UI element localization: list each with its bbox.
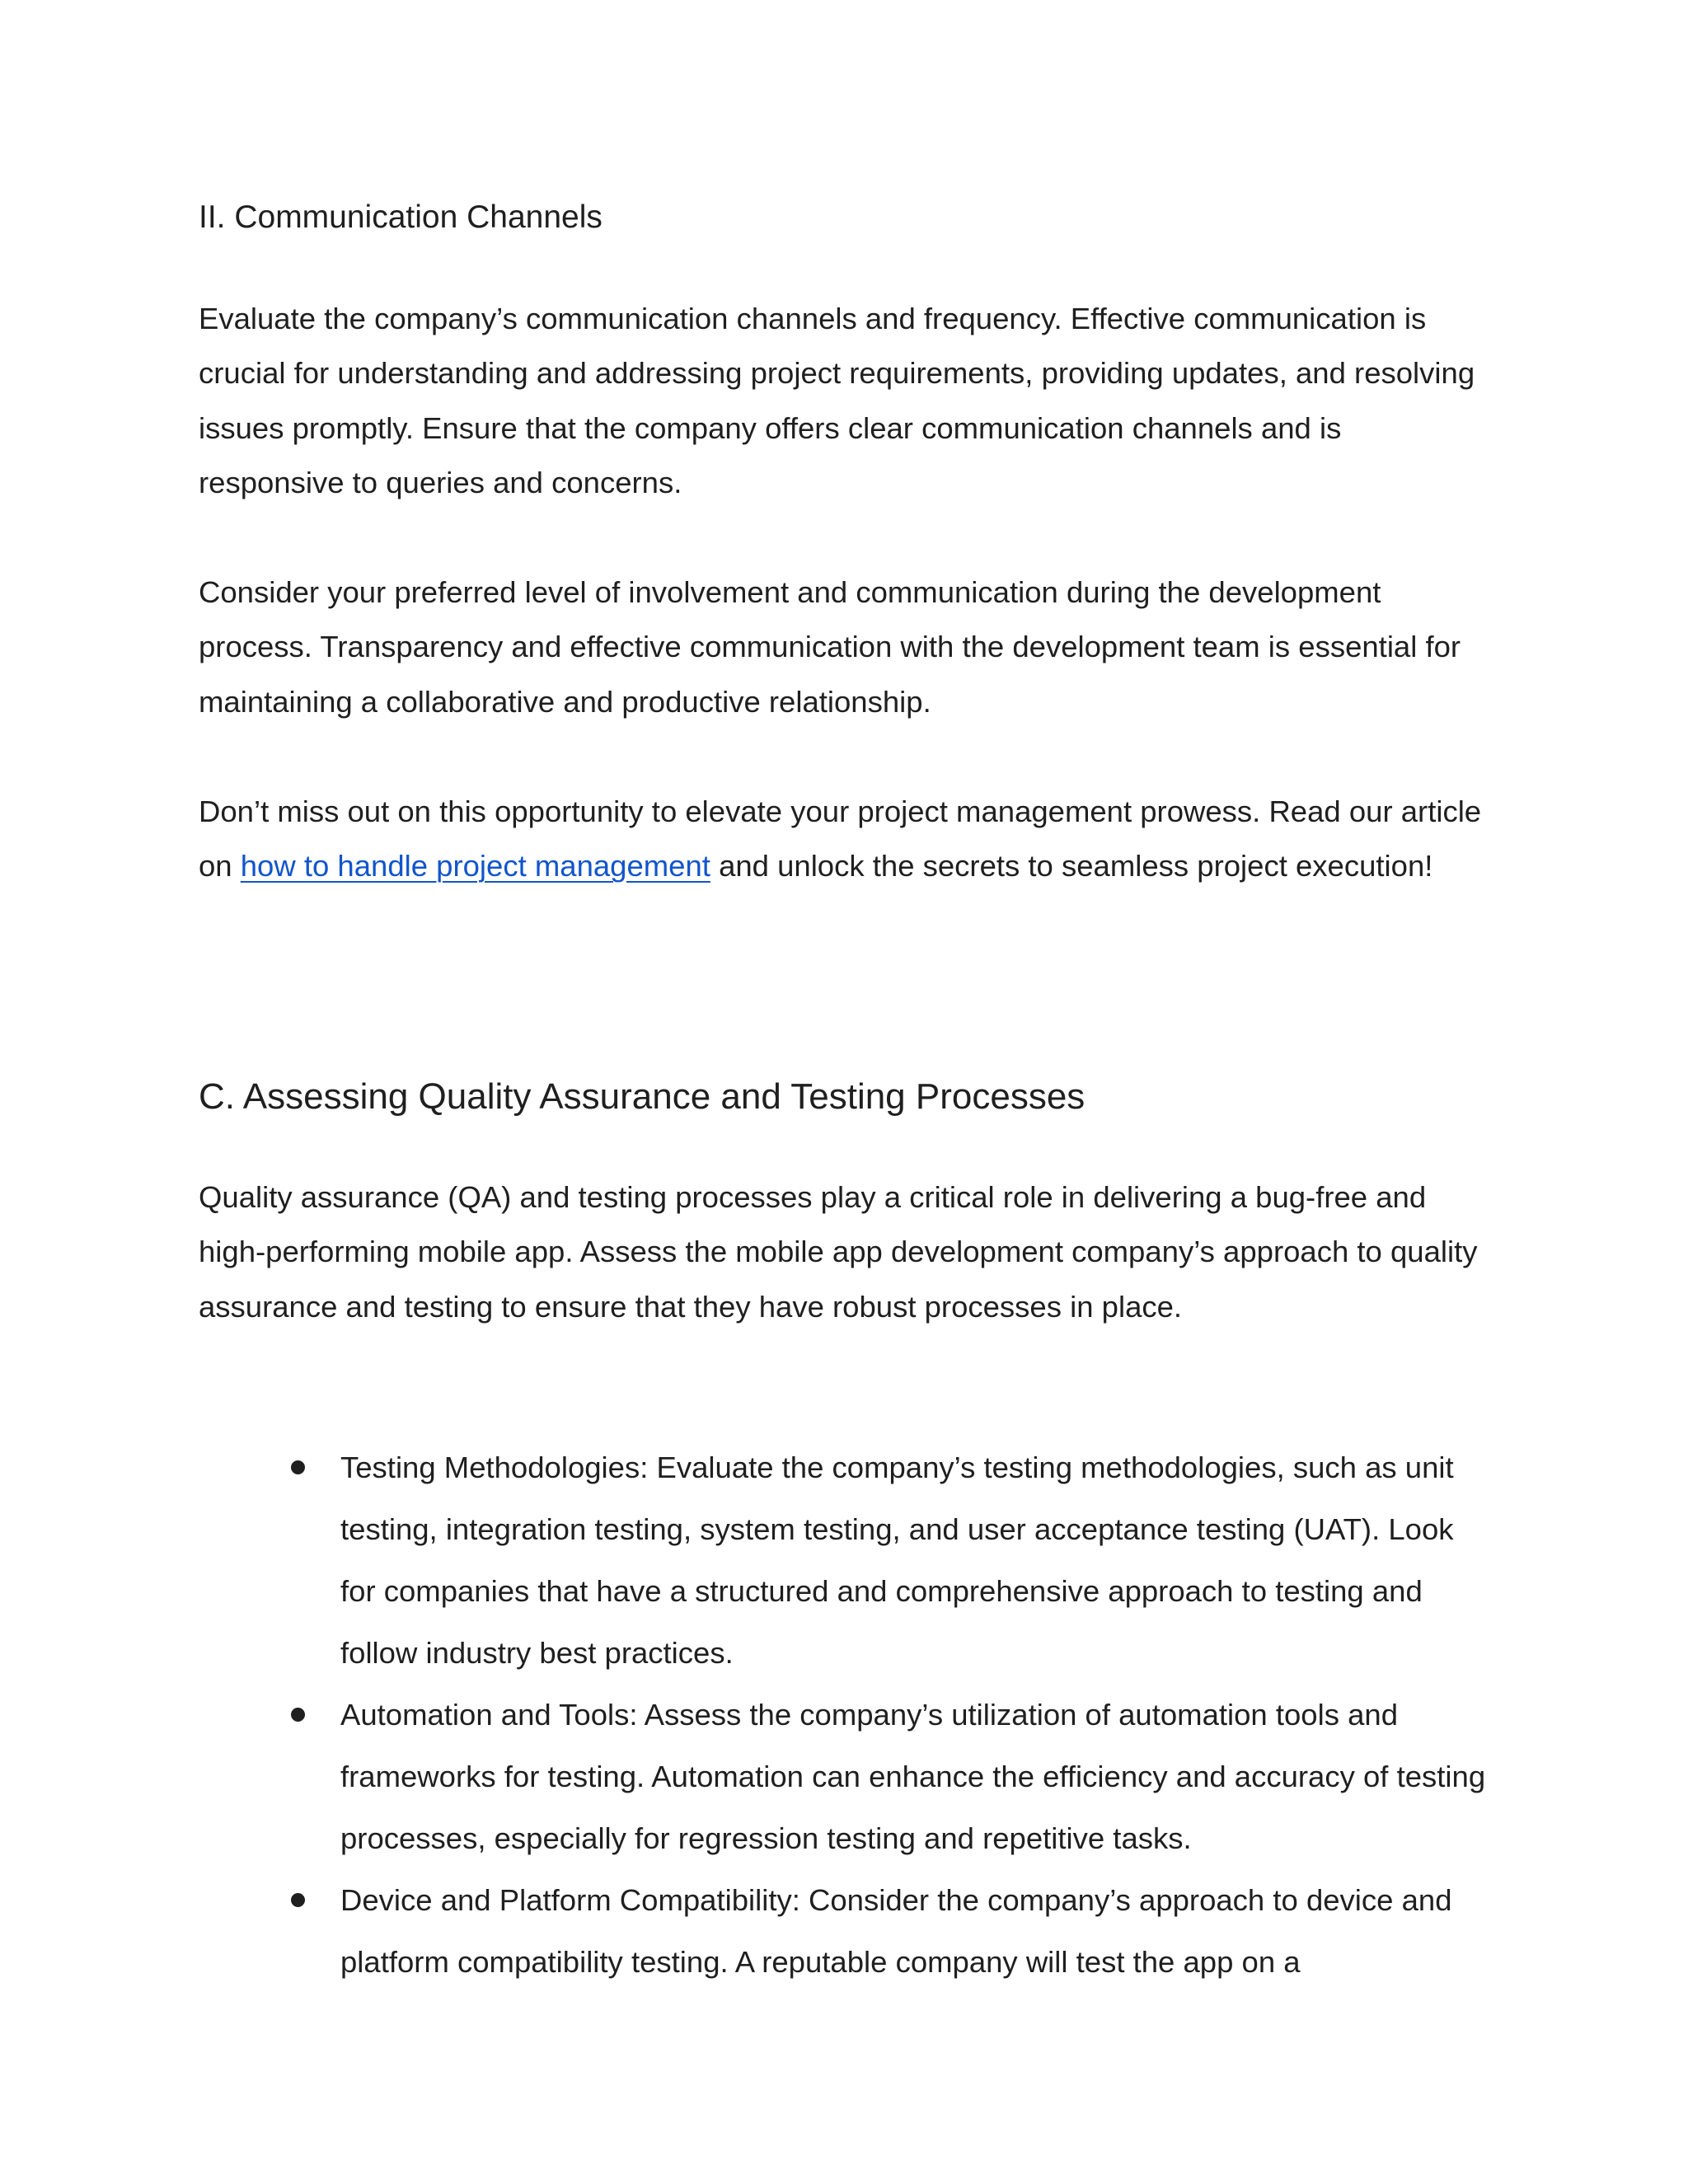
cta-text-after: and unlock the secrets to seamless project execution! [710,849,1433,883]
testing-criteria-list [199,1436,1493,1993]
list-item-text: Device and Platform Compatibility: Consider the company’s approach to device and platform compatibility testing. A reputable company will test the app on a [340,1883,1452,1979]
communication-channels-heading: II. Communication Channels [199,199,603,235]
list-item-automation-and-tools [199,1684,1493,1869]
communication-paragraph: Evaluate the company’s communication channels and frequency. Effective communication is crucial for understanding and addressing project requirements, providing updates, and resolving issues promptly. Ensure that the company offers clear communication channels and is responsive to queries and concerns. [199,302,1475,500]
list-item-text: Testing Methodologies: Evaluate the company’s testing methodologies, such as unit testing, integration testing, system testing, and user acceptance testing (UAT). Look for companies that have a structured and comprehensive approach to testing and follow industry best practices. [340,1451,1454,1670]
quality-assurance-intro-paragraph: Quality assurance (QA) and testing processes play a critical role in delivering a bug-free and high-performing mobile app. Assess the mobile app development company’s approach to quality assurance and testing to ensure that they have robust processes in place. [199,1180,1478,1324]
involvement-paragraph: Consider your preferred level of involvement and communication during the development process. Transparency and effective communication with the development team is essential for maintaining a collaborative and productive relationship. [199,575,1461,719]
bullet-icon [291,1708,305,1722]
list-item-text: Automation and Tools: Assess the company’s utilization of automation tools and frameworks for testing. Automation can enhance the efficiency and accuracy of testing processes, especially for regression testing and repetitive tasks. [340,1698,1486,1855]
project-management-article-link[interactable]: how to handle project management [240,849,710,883]
list-item-device-platform-compatibility [199,1869,1493,1993]
quality-assurance-heading: C. Assessing Quality Assurance and Testing Processes [199,1076,1085,1117]
cta-text-before: Don’t miss out on this opportunity to elevate your project management prowess. Read our article on [199,794,1482,883]
project-management-cta-paragraph [199,785,1493,894]
bullet-icon [291,1460,305,1474]
bullet-icon [291,1893,305,1907]
list-item-testing-methodologies [199,1436,1493,1684]
